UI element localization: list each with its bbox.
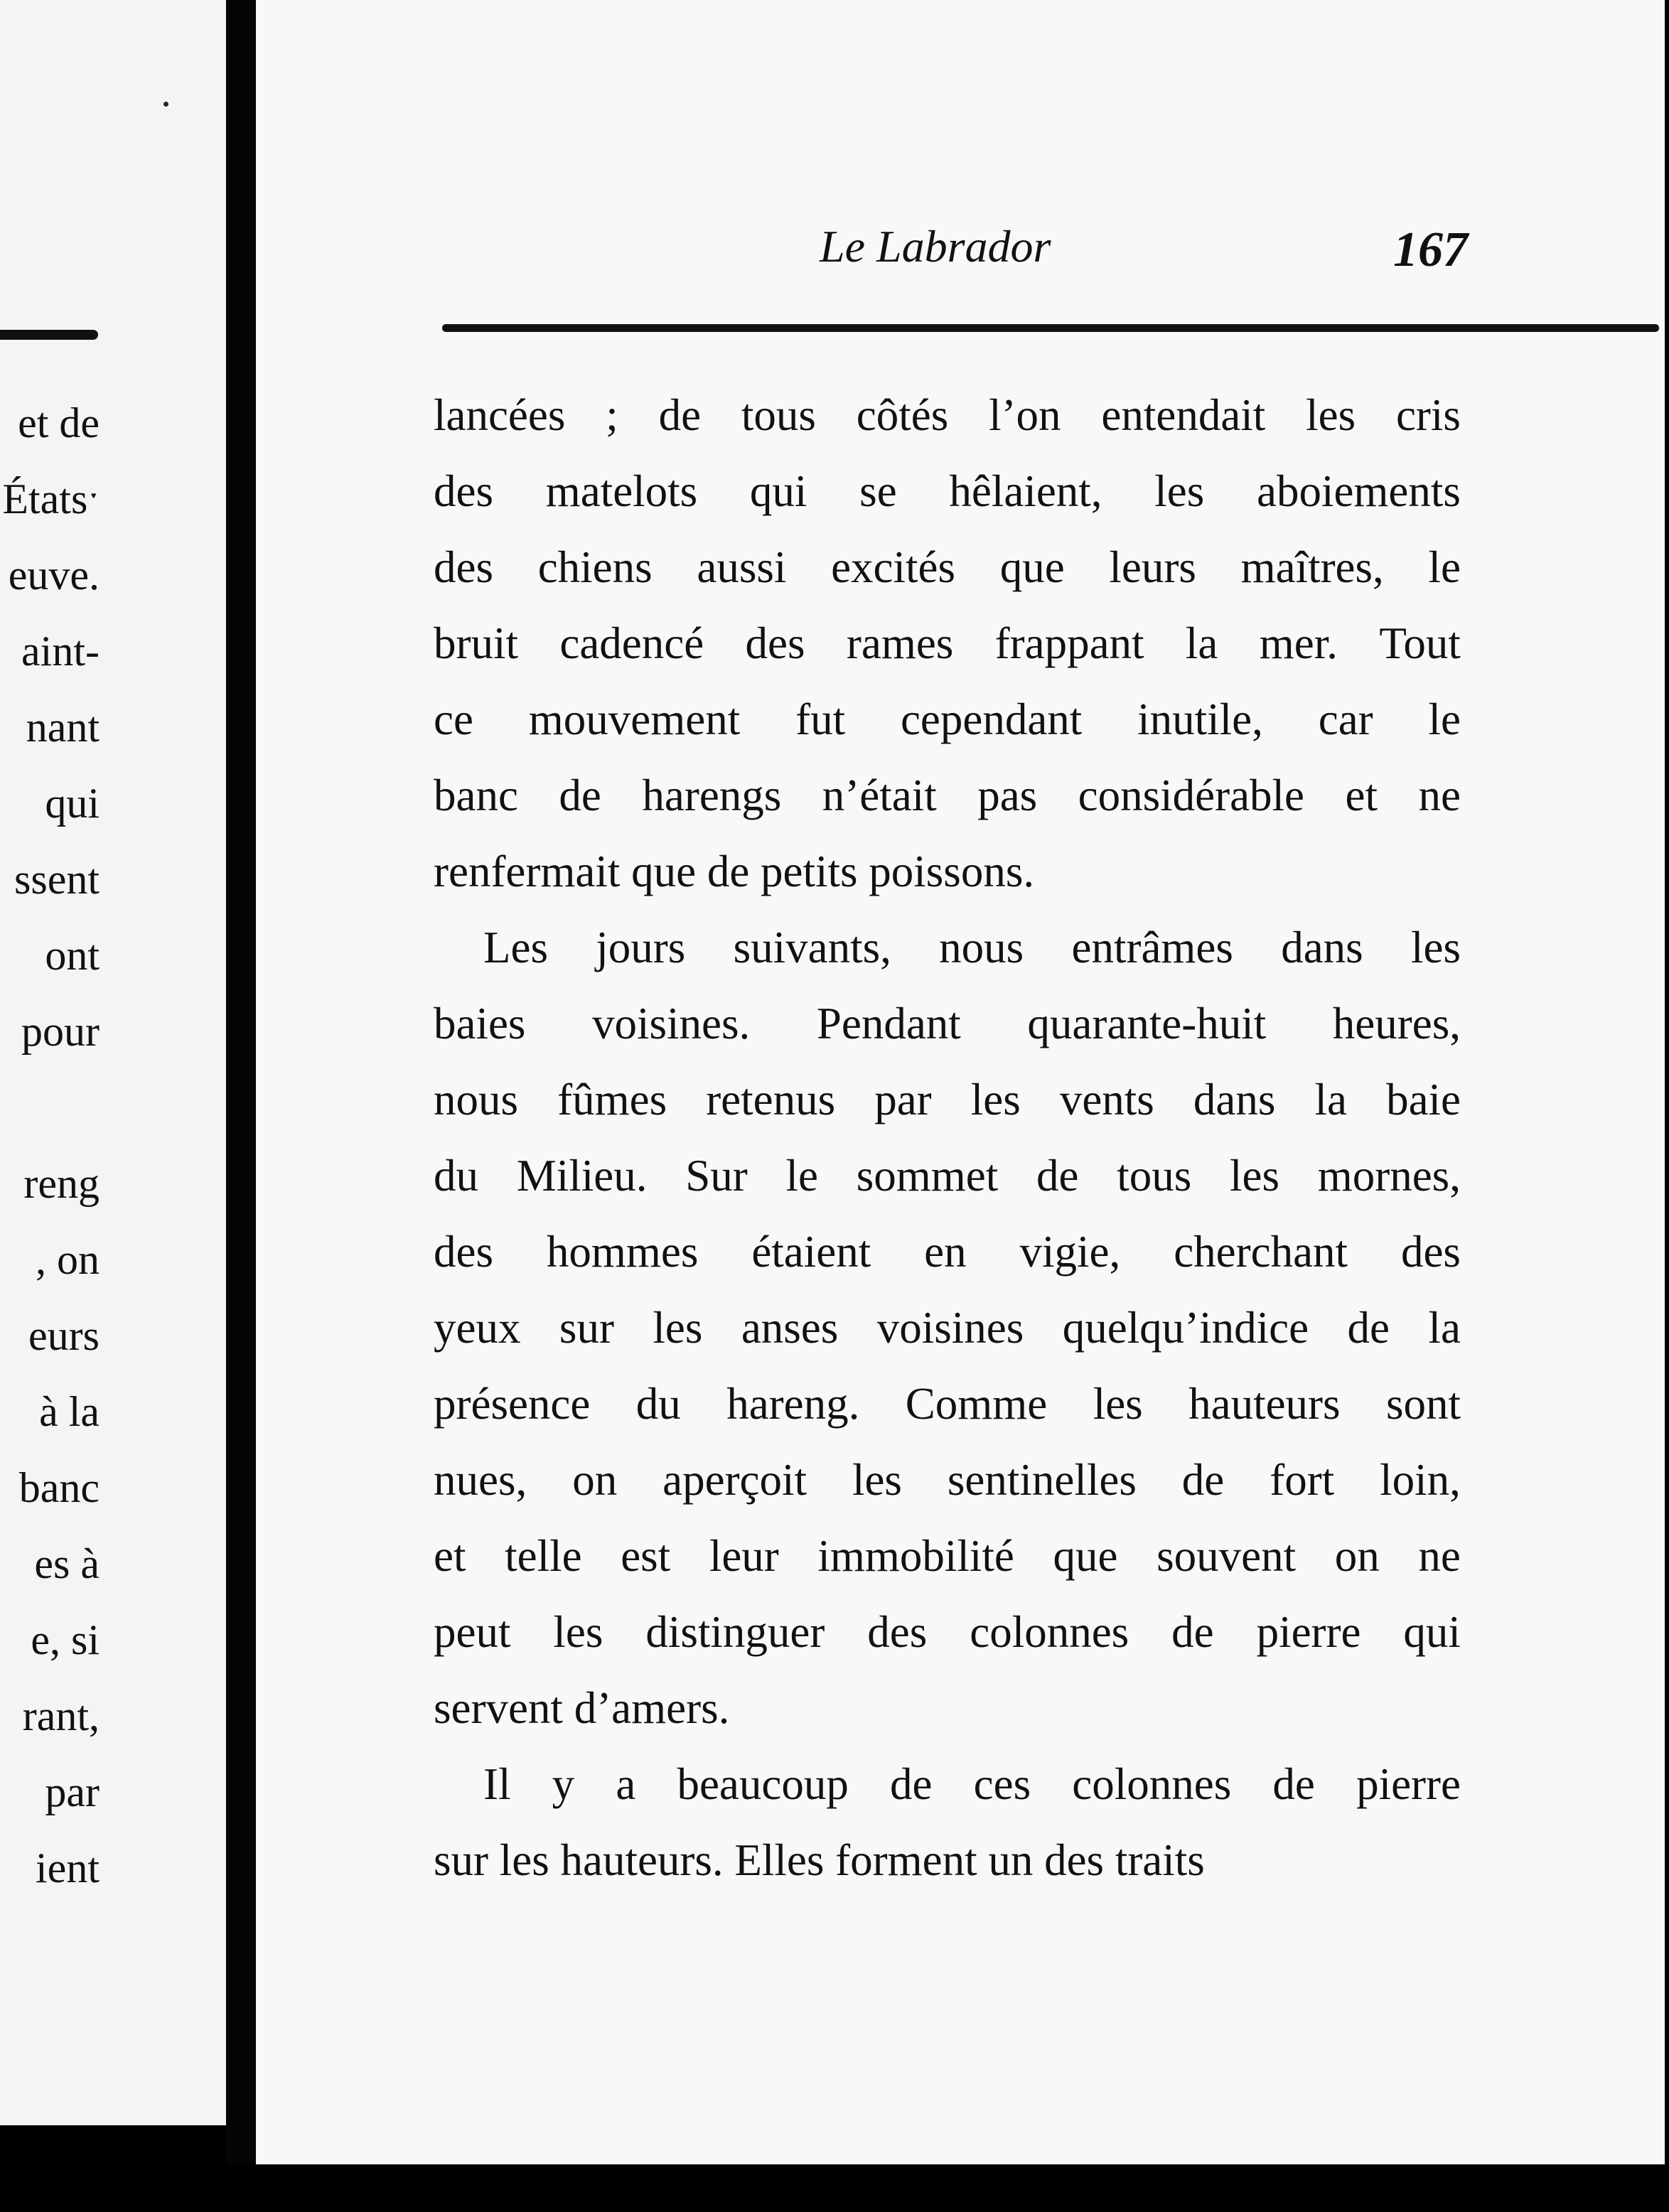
word: cherchant: [1174, 1227, 1348, 1277]
word: harengs: [642, 771, 782, 820]
previous-page-line: et de: [18, 399, 100, 446]
previous-page-line: ient: [36, 1845, 100, 1891]
word: loin,: [1380, 1455, 1461, 1505]
word: maîtres,: [1240, 542, 1384, 592]
text-line: [434, 536, 1461, 612]
text-line: [434, 1677, 1461, 1753]
word: Tout: [1379, 618, 1461, 668]
word: de: [1171, 1607, 1214, 1657]
word: leur: [709, 1531, 779, 1581]
previous-page-text: [2, 399, 100, 1921]
word: ne: [1418, 771, 1461, 820]
word: chiens: [537, 542, 653, 592]
word: y: [552, 1759, 575, 1809]
previous-page-fragment: [0, 0, 226, 2125]
word: souvent: [1157, 1531, 1297, 1581]
word: banc: [434, 771, 518, 820]
word: de: [1272, 1759, 1315, 1809]
word: Milieu.: [516, 1151, 648, 1201]
word: pierre: [1256, 1607, 1361, 1657]
word: fûmes: [557, 1075, 667, 1124]
text-line: [434, 764, 1461, 840]
word: étaient: [751, 1227, 871, 1277]
word: entendait: [1101, 390, 1266, 440]
word: la: [1185, 618, 1218, 668]
word: on: [572, 1455, 618, 1505]
word: de: [1347, 1303, 1390, 1353]
word: que: [999, 542, 1065, 592]
word: cris: [1395, 390, 1461, 440]
word: distinguer: [645, 1607, 825, 1657]
word: ces: [973, 1759, 1031, 1809]
word: les: [970, 1075, 1021, 1124]
text-line: [434, 612, 1461, 688]
word: un: [988, 1835, 1034, 1885]
word: voisines.: [592, 999, 751, 1048]
word: rames: [846, 618, 954, 668]
word: le: [1428, 694, 1461, 744]
word: quelqu’indice: [1062, 1303, 1309, 1353]
word: retenus: [706, 1075, 836, 1124]
word: yeux: [434, 1303, 521, 1353]
word: mer.: [1259, 618, 1338, 668]
word: du: [434, 1151, 478, 1201]
word: lancées: [434, 390, 566, 440]
word: colonnes: [970, 1607, 1129, 1657]
word: hauteurs: [1188, 1379, 1341, 1429]
word: n’était: [822, 771, 937, 820]
word: que: [631, 847, 697, 896]
word: vents: [1059, 1075, 1154, 1124]
word: vigie,: [1019, 1227, 1121, 1277]
previous-page-line: reng: [23, 1160, 100, 1207]
word: leurs: [1109, 542, 1196, 592]
word: du: [635, 1379, 681, 1429]
paragraph: [434, 916, 1461, 1753]
word: en: [924, 1227, 967, 1277]
word: baies: [434, 999, 526, 1048]
word: beaucoup: [677, 1759, 849, 1809]
book-gutter: [226, 0, 256, 2212]
previous-page-line: ont: [45, 932, 100, 979]
previous-page-line: euve.: [8, 552, 100, 598]
word: se: [859, 466, 897, 516]
word: de: [890, 1759, 933, 1809]
word: forment: [835, 1835, 977, 1885]
word: les: [1093, 1379, 1143, 1429]
book-page: [256, 0, 1665, 2164]
word: baie: [1386, 1075, 1461, 1124]
text-line: [434, 1601, 1461, 1677]
word: qui: [1403, 1607, 1461, 1657]
word: Sur: [685, 1151, 748, 1201]
word: a: [616, 1759, 636, 1809]
word: Elles: [734, 1835, 825, 1885]
previous-page-line: nant: [26, 704, 100, 751]
word: sur: [559, 1303, 614, 1353]
previous-page-line: [2, 1084, 100, 1160]
word: voisines: [876, 1303, 1024, 1353]
previous-page-line: e, si: [31, 1616, 100, 1663]
word: ;: [606, 390, 618, 440]
word: de: [559, 771, 601, 820]
word: suivants,: [733, 923, 891, 972]
previous-page-line: qui: [45, 780, 100, 827]
word: heures,: [1332, 999, 1461, 1048]
text-line: [434, 1068, 1461, 1144]
word: présence: [434, 1379, 591, 1429]
word: les: [1306, 390, 1356, 440]
word: mouvement: [528, 694, 741, 744]
word: jours: [596, 923, 686, 972]
head-rule: [442, 324, 1659, 332]
word: de: [707, 847, 750, 896]
word: quarante-huit: [1027, 999, 1267, 1048]
word: nues,: [434, 1455, 527, 1505]
word: poissons.: [869, 847, 1035, 896]
text-line: [434, 916, 1461, 992]
word: de: [1036, 1151, 1079, 1201]
paragraph: [434, 384, 1461, 916]
word: pierre: [1356, 1759, 1461, 1809]
word: côtés: [856, 390, 949, 440]
word: Comme: [905, 1379, 1048, 1429]
previous-page-line: eurs: [28, 1312, 100, 1359]
word: peut: [434, 1607, 511, 1657]
text-line: [434, 1753, 1461, 1829]
word: le: [1428, 542, 1461, 592]
word: tous: [1117, 1151, 1192, 1201]
word: sommet: [856, 1151, 999, 1201]
word: Pendant: [816, 999, 961, 1048]
word: sentinelles: [947, 1455, 1137, 1505]
word: traits: [1115, 1835, 1205, 1885]
word: petits: [761, 847, 858, 896]
word: hauteurs.: [560, 1835, 724, 1885]
word: sur: [434, 1835, 488, 1885]
word: les: [499, 1835, 549, 1885]
scan-border: [0, 2164, 1669, 2212]
text-line: [434, 1449, 1461, 1525]
body-text: [434, 384, 1461, 1905]
previous-page-line: à la: [39, 1388, 100, 1435]
word: aboiements: [1257, 466, 1461, 516]
text-line: [434, 1296, 1461, 1373]
text-line: [434, 460, 1461, 536]
word: les: [1411, 923, 1461, 972]
word: anses: [741, 1303, 839, 1353]
word: fort: [1270, 1455, 1335, 1505]
word: qui: [749, 466, 807, 516]
word: aperçoit: [662, 1455, 807, 1505]
word: des: [434, 1227, 493, 1277]
text-line: [434, 1220, 1461, 1296]
word: et: [1345, 771, 1378, 820]
word: est: [621, 1531, 671, 1581]
word: entrâmes: [1071, 923, 1233, 972]
previous-page-line: ssent: [14, 856, 100, 903]
word: considérable: [1078, 771, 1305, 820]
word: hêlaient,: [949, 466, 1102, 516]
word: inutile,: [1137, 694, 1263, 744]
word: les: [653, 1303, 703, 1353]
word: l’on: [989, 390, 1061, 440]
word: dans: [1193, 1075, 1276, 1124]
word: des: [867, 1607, 928, 1657]
ink-speck: [163, 102, 168, 107]
text-line: [434, 688, 1461, 764]
word: sont: [1385, 1379, 1461, 1429]
word: Les: [483, 923, 548, 972]
word: d’amers.: [574, 1683, 730, 1733]
word: car: [1318, 694, 1373, 744]
word: la: [1428, 1303, 1461, 1353]
word: par: [874, 1075, 932, 1124]
word: la: [1314, 1075, 1347, 1124]
text-line: [434, 992, 1461, 1068]
word: aussi: [697, 542, 787, 592]
text-line: [434, 1144, 1461, 1220]
word: ce: [434, 694, 473, 744]
text-line: [434, 1525, 1461, 1601]
page-number: 167: [1393, 222, 1468, 277]
word: et: [434, 1531, 466, 1581]
previous-page-line: par: [45, 1768, 100, 1815]
word: mornes,: [1317, 1151, 1461, 1201]
word: le: [785, 1151, 818, 1201]
text-line: [434, 1829, 1461, 1905]
word: renfermait: [434, 847, 621, 896]
word: les: [852, 1455, 902, 1505]
paragraph: [434, 1753, 1461, 1905]
previous-page-line: banc: [18, 1464, 100, 1511]
page-edge: [1665, 0, 1669, 2212]
word: les: [1154, 466, 1205, 516]
previous-page-line: aint-: [21, 628, 100, 675]
running-head: Le Labrador: [820, 221, 1051, 272]
text-line: [434, 384, 1461, 460]
word: des: [745, 618, 805, 668]
previous-page-line: es à: [34, 1540, 100, 1587]
word: nous: [434, 1075, 519, 1124]
word: servent: [434, 1683, 563, 1733]
word: fut: [795, 694, 846, 744]
word: des: [1400, 1227, 1461, 1277]
word: colonnes: [1072, 1759, 1232, 1809]
word: des: [434, 466, 493, 516]
word: hommes: [546, 1227, 699, 1277]
word: ne: [1418, 1531, 1461, 1581]
text-line: [434, 1373, 1461, 1449]
word: bruit: [434, 618, 518, 668]
previous-page-line: , on: [36, 1236, 100, 1283]
word: matelots: [545, 466, 698, 516]
word: pas: [977, 771, 1038, 820]
word: des: [1044, 1835, 1105, 1885]
word: cependant: [900, 694, 1083, 744]
word: de: [1181, 1455, 1225, 1505]
word: de: [658, 390, 702, 440]
word: hareng.: [726, 1379, 860, 1429]
word: Il: [483, 1759, 511, 1809]
previous-page-line: pour: [21, 1008, 100, 1055]
previous-page-line: rant,: [22, 1692, 100, 1739]
word: que: [1053, 1531, 1118, 1581]
text-line: [434, 840, 1461, 916]
word: des: [434, 542, 493, 592]
word: telle: [505, 1531, 582, 1581]
previous-page-head-rule: [0, 330, 98, 340]
word: nous: [939, 923, 1024, 972]
word: les: [553, 1607, 603, 1657]
word: frappant: [994, 618, 1144, 668]
word: excités: [831, 542, 956, 592]
word: on: [1334, 1531, 1380, 1581]
previous-page-line: Étatsˑ: [2, 476, 100, 522]
word: les: [1230, 1151, 1279, 1201]
word: cadencé: [559, 618, 704, 668]
word: dans: [1281, 923, 1363, 972]
word: immobilité: [817, 1531, 1014, 1581]
word: tous: [741, 390, 816, 440]
